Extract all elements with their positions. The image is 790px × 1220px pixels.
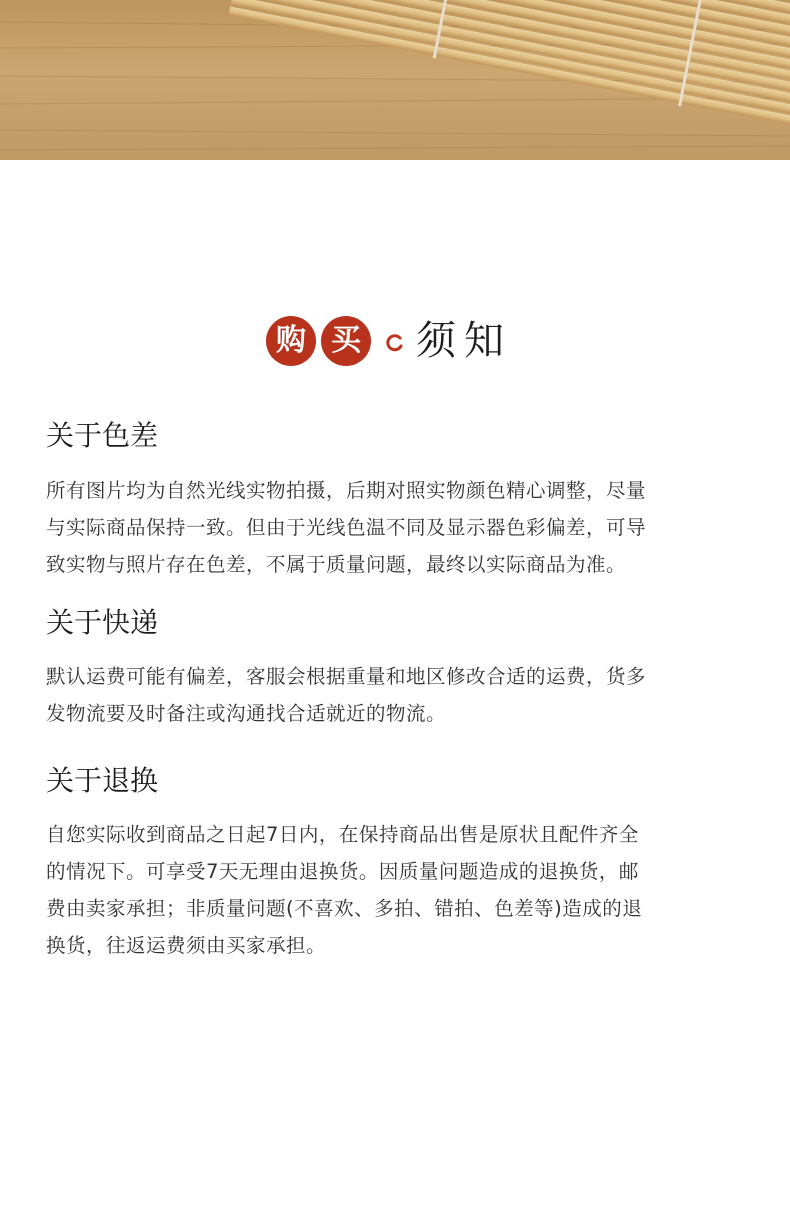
body-line: 与实际商品保持一致。但由于光线色温不同及显示器色彩偏差，可导 xyxy=(46,516,647,539)
section-title-delivery: 关于快递 xyxy=(46,606,159,639)
swirl-icon xyxy=(384,330,408,354)
section-body-return-exchange xyxy=(46,816,746,964)
section-title-return-exchange: 关于退换 xyxy=(46,764,159,797)
purchase-notice-heading xyxy=(0,312,790,370)
body-line: 致实物与照片存在色差，不属于质量问题，最终以实际商品为准。 xyxy=(46,553,627,576)
body-line: 发物流要及时备注或沟通找合适就近的物流。 xyxy=(46,702,447,725)
section-body-delivery xyxy=(46,658,746,732)
body-line: 默认运费可能有偏差，客服会根据重量和地区修改合适的运费，货多 xyxy=(46,665,647,688)
body-line: 所有图片均为自然光线实物拍摄，后期对照实物颜色精心调整，尽量 xyxy=(46,479,647,502)
section-title-color-difference: 关于色差 xyxy=(46,419,159,452)
body-line: 的情况下。可享受7天无理由退换货。因质量问题造成的退换货，邮 xyxy=(46,860,639,883)
body-line: 自您实际收到商品之日起7日内，在保持商品出售是原状且配件齐全 xyxy=(46,823,639,846)
heading-plain-text: 须知 xyxy=(416,318,512,364)
body-line: 换货，往返运费须由买家承担。 xyxy=(46,934,327,957)
seal-char-mai: 买 xyxy=(321,316,371,366)
bamboo-mat-photo-icon xyxy=(0,0,790,160)
seal-char-gou: 购 xyxy=(266,316,316,366)
body-line: 费由卖家承担；非质量问题(不喜欢、多拍、错拍、色差等)造成的退 xyxy=(46,897,643,920)
bamboo-mat-banner xyxy=(0,0,790,160)
section-body-color-difference xyxy=(46,472,746,583)
